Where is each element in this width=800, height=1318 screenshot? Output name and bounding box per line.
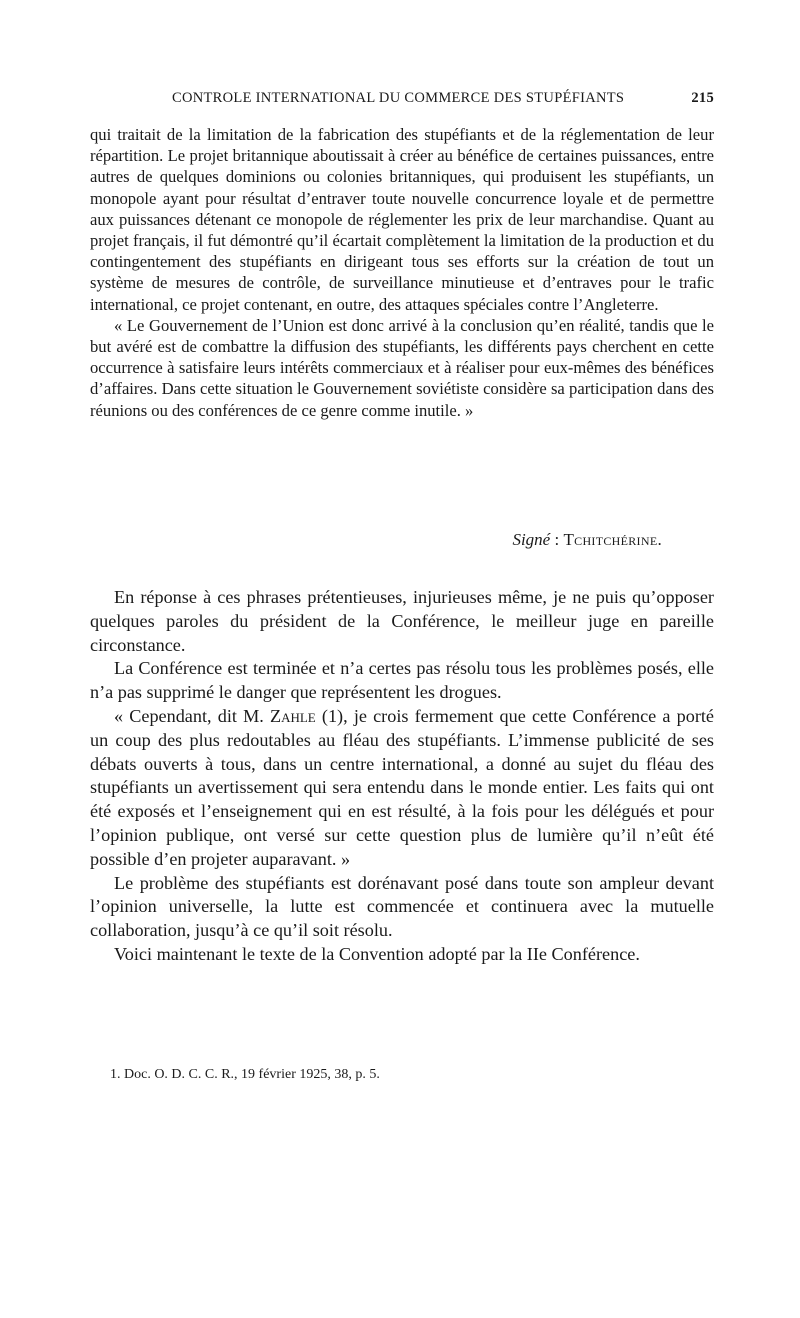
running-head-title: CONTROLE INTERNATIONAL DU COMMERCE DES STUPÉFIANTS bbox=[172, 90, 625, 106]
paragraph-3-rest: , je crois fermement que cette Conférence a porté un coup des plus redoutables au fléau des stupéfiants. L’immense publicité de ses débats ouverts à tous, dans un centre international, a donné au sujet du fléau des stupéfiants un avertissement qui sera entendu dans le monde entier. Les faits qui ont été exposés et l’enseignement qui en est résulté, à la fois pour les délégués et pour l’opinion publique, ont versé sur cette question plus de lumière qu’il n’eût été possible d’en projeter auparavant. » bbox=[90, 705, 715, 869]
quote-paragraph-2: « Le Gouvernement de l’Union est donc arrivé à la conclusion qu’en réalité, tandis que le but avéré est de combattre la diffusion des stupéfiants, les différents pays cherchent en cette occurrence à satisfaire leurs intérêts commerciaux et à réaliser pour eux-mêmes des bénéfices d’affaires. Dans cette situation le Gouvernement soviétiste considère sa participation dans des réunions ou des conférences de ce genre comme inutile. » bbox=[90, 315, 714, 420]
quoted-letter bbox=[90, 124, 714, 421]
body-paragraph-4: Le problème des stupéfiants est dorénavant posé dans toute son ampleur devant l’opinion universelle, la lutte est commencée et continuera avec la mutuelle collaboration, jusqu’à ce qu’il soit résolu. bbox=[90, 872, 714, 941]
signature-separator: : bbox=[550, 530, 564, 549]
body-paragraph-5: Voici maintenant le texte de la Convention adopté par la IIe Conférence. bbox=[114, 943, 640, 964]
quote-paragraph-1: qui traitait de la limitation de la fabrication des stupéfiants et de la réglementation de leur répartition. Le projet britannique aboutissait à créer au bénéfice de certaines puissances, entre autres de quelques dominions ou colonies britanniques, qui produisent les stupéfiants, un monopole ayant pour résultat d’entraver toute nouvelle concurrence loyale et de permettre aux puissances détenant ce monopole de réglementer les prix de leur marchandise. Quant au projet français, il fut démontré qu’il écartait complètement la limitation de la production et du contingentement des stupéfiants en dirigeant tous ses efforts sur la création de tout un système de mesures de contrôle, de surveillance minutieuse et d’entraves pour le trafic international, ce projet contenant, en outre, des attaques spéciales contre l’Angleterre. bbox=[90, 125, 714, 314]
signature bbox=[512, 530, 662, 550]
body-paragraph-2: La Conférence est terminée et n’a certes pas résolu tous les problèmes posés, elle n’a pas supprimé le danger que représentent les drogues. bbox=[90, 658, 714, 703]
body-paragraph-3 bbox=[90, 705, 714, 872]
paragraph-3-opening: « Cependant, dit M. bbox=[114, 705, 270, 726]
signature-name: Tchitchérine. bbox=[563, 530, 662, 549]
speaker-name: Zahle bbox=[269, 705, 316, 726]
body-paragraph-1: En réponse à ces phrases prétentieuses, injurieuses même, je ne puis qu’opposer quelques paroles du président de la Conférence, le meilleur juge en pareille circonstance. bbox=[90, 587, 714, 655]
running-head bbox=[90, 90, 714, 110]
footnote: 1. Doc. O. D. C. C. R., 19 février 1925, 38, p. 5. bbox=[110, 1067, 380, 1082]
main-text bbox=[90, 586, 714, 967]
page-number: 215 bbox=[691, 90, 714, 106]
footnote-reference: (1) bbox=[321, 705, 344, 726]
signature-label: Signé bbox=[512, 530, 551, 549]
